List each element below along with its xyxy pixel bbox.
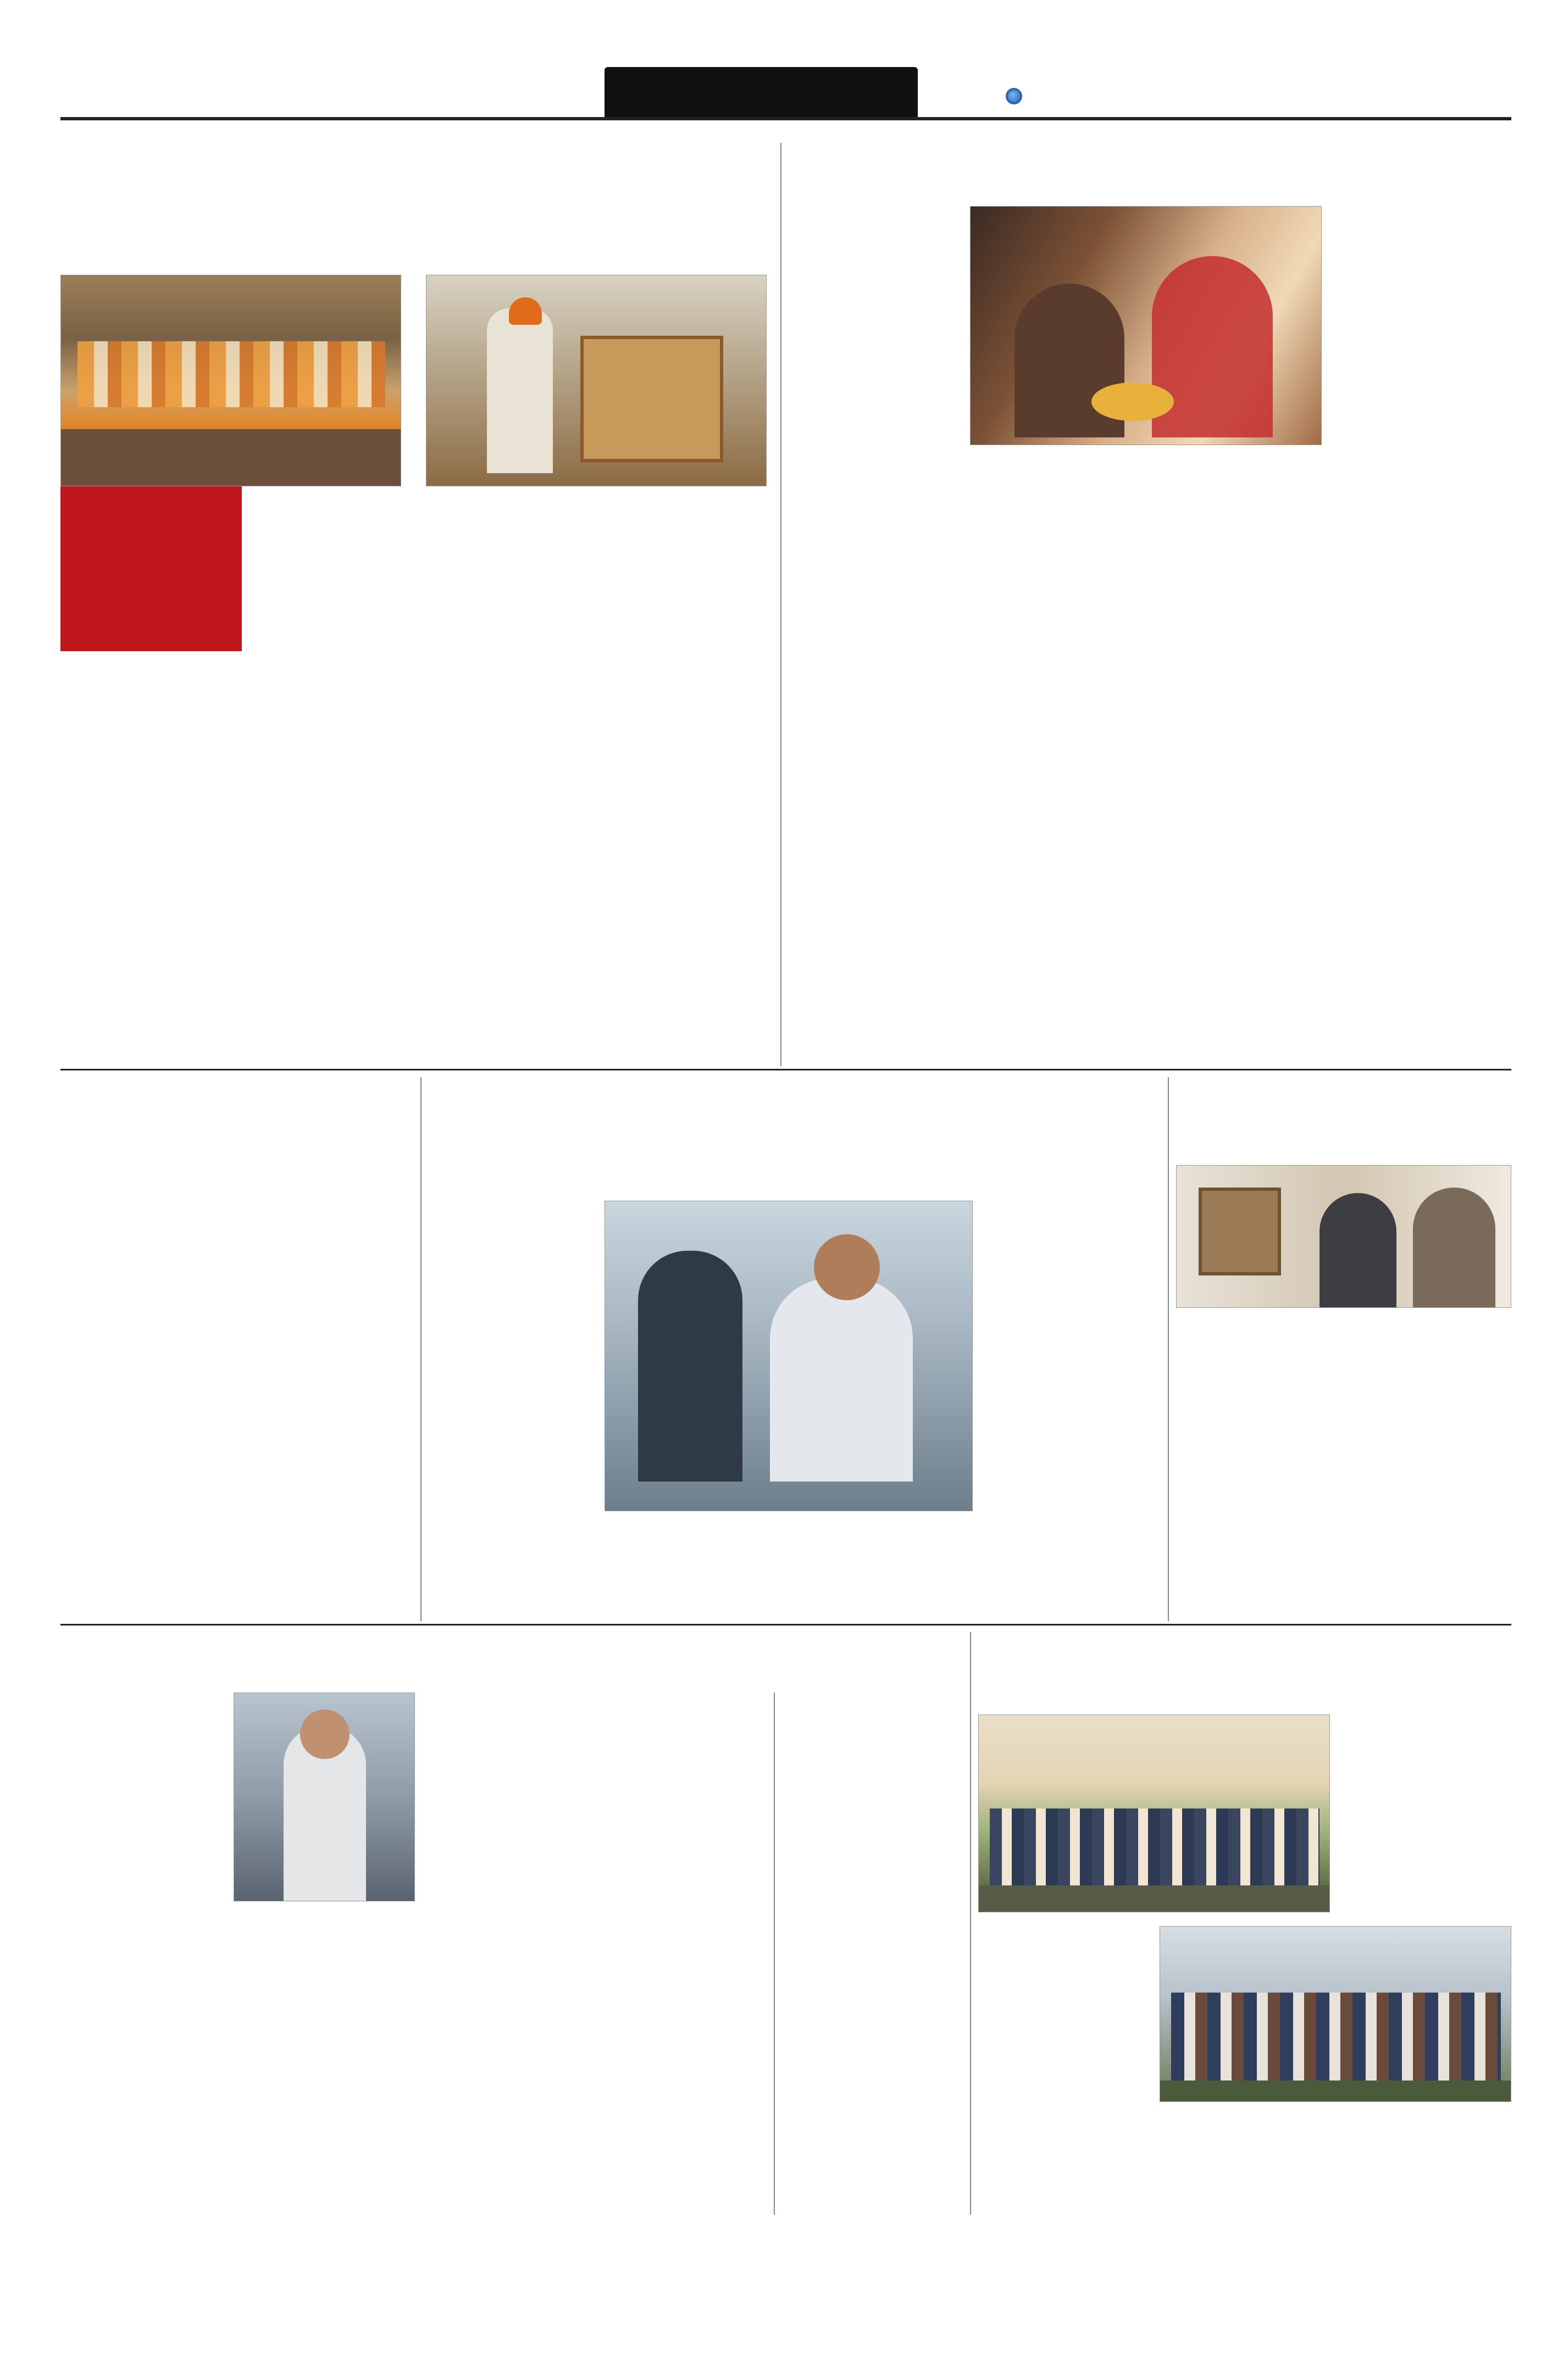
a7-photo [234,1693,415,1901]
a5-caption [605,1519,973,1618]
a9-column-2 [1160,2107,1330,2216]
a5-photo [605,1201,973,1511]
a6-photo [1176,1165,1511,1308]
a3-column-3 [1149,648,1322,1061]
a1-column-3 [426,489,591,1061]
a3-column-1 [791,670,959,1061]
a9-column-1 [978,1937,1154,2216]
a6-text [1176,1316,1511,1618]
globe-icon [1006,88,1022,104]
masthead-rule [60,117,1511,120]
a1-column-4 [599,489,764,1061]
a7-column-4 [599,1693,764,2216]
a1-photo-2 [426,275,767,486]
a1-column-2 [250,489,415,1061]
a4-column-2 [234,1201,409,1618]
a1-column-1 [60,703,242,1061]
a1-photo-1 [60,275,401,486]
a4-column-1 [60,1223,225,1618]
masthead [0,0,1558,118]
a9-photo-2 [1160,1926,1511,2102]
a2-photo [970,206,1322,445]
a8-text [780,1701,962,2216]
a9-photo-1 [978,1715,1330,1912]
a1-caption-box [60,486,242,651]
a5-column-2 [984,1201,1160,1618]
a7-column-2 [234,1910,415,2216]
section-banner [605,67,918,118]
a5-column-1 [429,1247,594,1618]
a3-column-2 [970,648,1138,1061]
a7-column-1 [60,1713,225,2216]
a9-column-3 [1338,2107,1511,2216]
a7-column-3 [426,1693,591,2216]
a3-column-4 [1333,648,1506,1061]
